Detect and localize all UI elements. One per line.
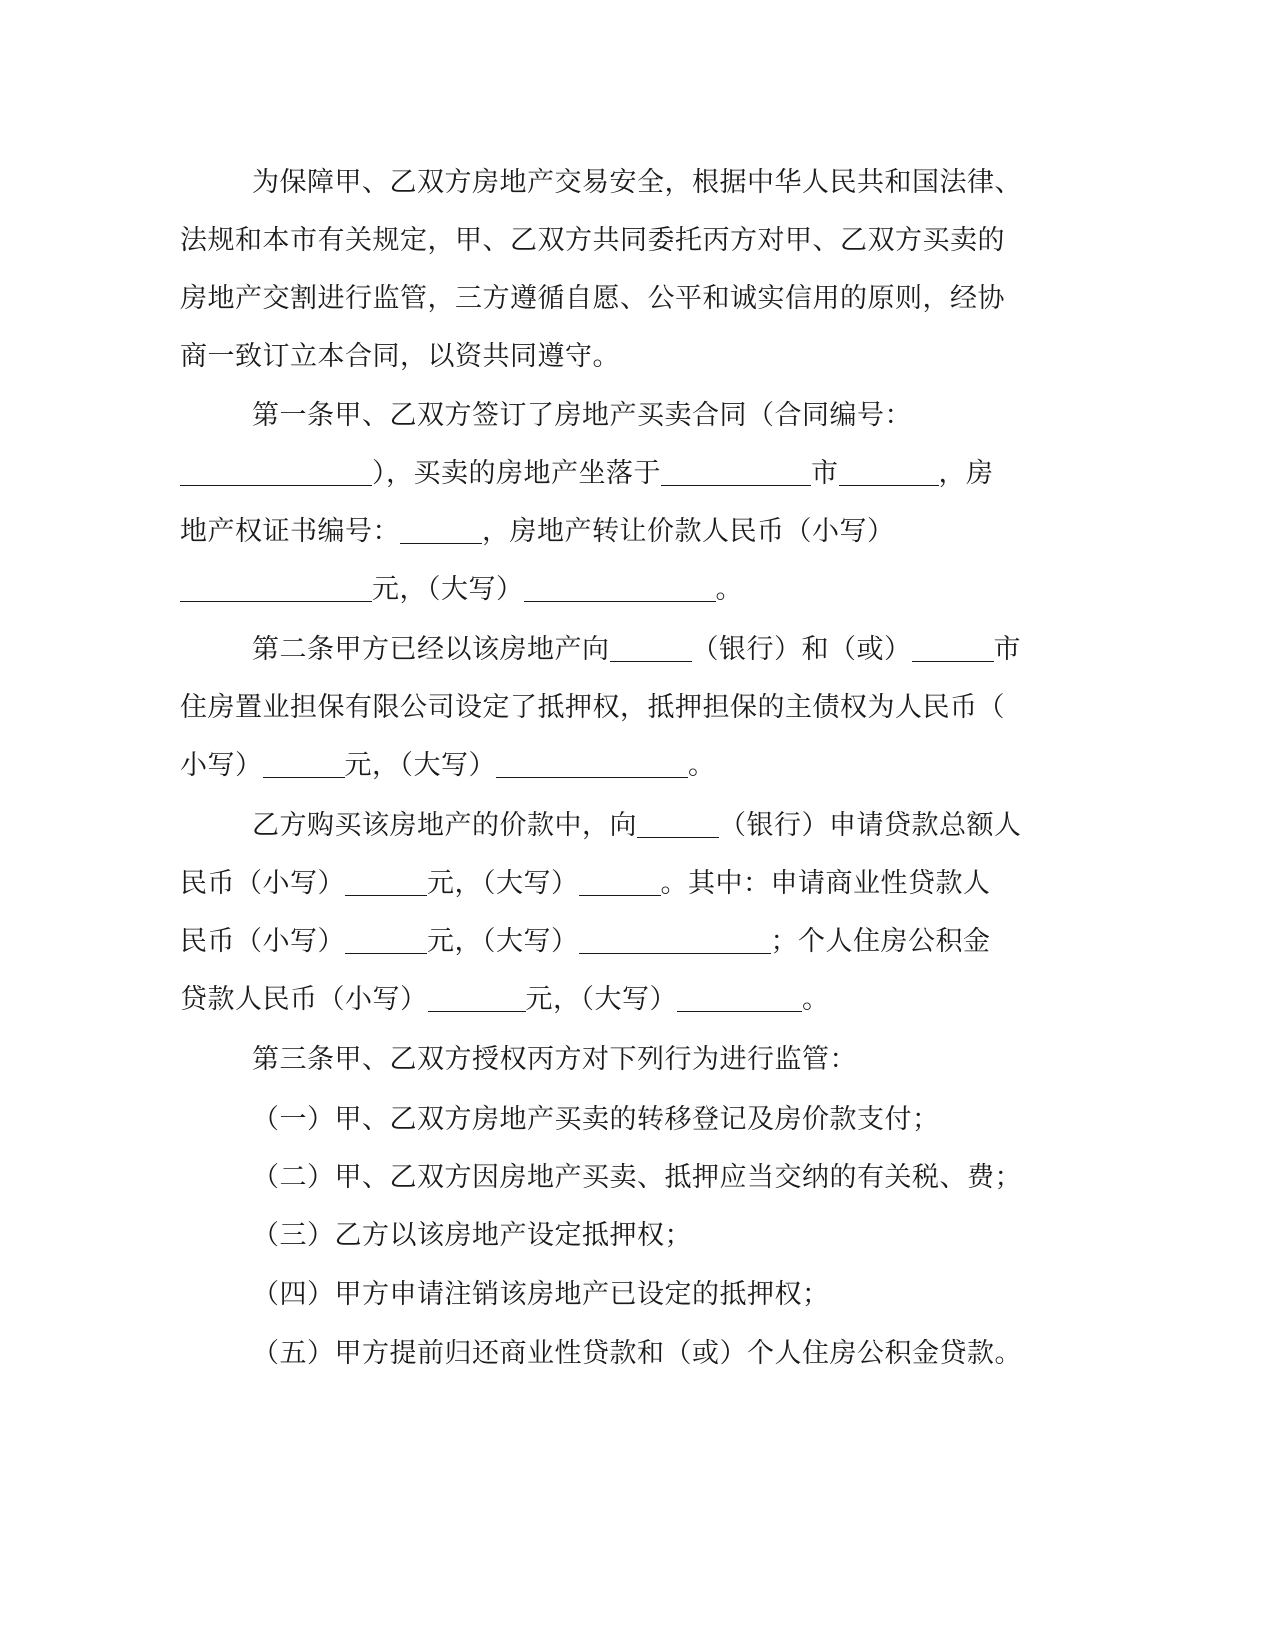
article2-l1-text-a: 第二条甲方已经以该房地产向	[252, 634, 610, 665]
loan-l4-text-c: 。	[802, 984, 830, 1015]
article2-l3-text-c: 。	[688, 750, 716, 781]
contract-number-blank[interactable]	[180, 461, 372, 486]
article3-heading: 第三条甲、乙双方授权丙方对下列行为进行监管：	[252, 1044, 857, 1075]
article1-l4-text-a: 元，（大写）	[372, 574, 524, 605]
loan-l2-text-a: 民币（小写）	[180, 868, 345, 899]
loan-line-4	[180, 982, 830, 1018]
guarantee-city-blank[interactable]	[912, 637, 994, 662]
location-blank[interactable]	[661, 461, 811, 486]
loan-l2-text-b: 元，（大写）	[427, 868, 579, 899]
article2-l1-text-b: （银行）和（或）	[691, 634, 912, 665]
loan-bank-blank[interactable]	[637, 813, 719, 838]
loan-l2-text-c: 。其中：申请商业性贷款人	[660, 868, 991, 899]
preamble-line-2: 法规和本市有关规定，甲、乙双方共同委托丙方对甲、乙双方买卖的	[180, 225, 1005, 256]
certificate-number-blank[interactable]	[400, 519, 482, 544]
article1-line-2	[180, 456, 994, 492]
commercial-loan-lowercase-blank[interactable]	[345, 929, 427, 954]
debt-uppercase-blank[interactable]	[496, 753, 688, 778]
mortgage-bank-blank[interactable]	[610, 637, 692, 662]
article1-l2-text-b: 市	[811, 458, 839, 489]
loan-l3-text-b: 元，（大写）	[427, 926, 579, 957]
price-lowercase-blank[interactable]	[180, 577, 372, 602]
total-loan-uppercase-blank[interactable]	[579, 871, 661, 896]
preamble-line-3: 房地产交割进行监管，三方遵循自愿、公平和诚实信用的原则，经协	[180, 283, 1005, 314]
loan-l4-text-b: 元，（大写）	[525, 984, 677, 1015]
preamble-line-4: 商一致订立本合同，以资共同遵守。	[180, 341, 620, 372]
article3-item-2: （二）甲、乙双方因房地产买卖、抵押应当交纳的有关税、费；	[252, 1162, 1022, 1193]
preamble-line-1: 为保障甲、乙双方房地产交易安全，根据中华人民共和国法律、	[252, 167, 1022, 198]
article1-l2-text-a: ），买卖的房地产坐落于	[372, 458, 661, 489]
loan-l1-text-b: （银行）申请贷款总额人	[719, 810, 1022, 841]
article1-line-3	[180, 514, 895, 550]
article1-line-4	[180, 572, 743, 608]
article3-item-1: （一）甲、乙双方房地产买卖的转移登记及房价款支付；	[252, 1104, 940, 1135]
article2-l1-text-c: 市	[993, 634, 1021, 665]
article3-item-5: （五）甲方提前归还商业性贷款和（或）个人住房公积金贷款。	[252, 1338, 1022, 1369]
debt-lowercase-blank[interactable]	[263, 753, 345, 778]
article3-item-3: （三）乙方以该房地产设定抵押权；	[252, 1220, 692, 1251]
article2-l3-text-b: 元，（大写）	[344, 750, 496, 781]
article1-l4-text-b: 。	[715, 574, 743, 605]
loan-l4-text-a: 贷款人民币（小写）	[180, 984, 428, 1015]
price-uppercase-blank[interactable]	[524, 577, 716, 602]
article3-item-4: （四）甲方申请注销该房地产已设定的抵押权；	[252, 1279, 830, 1310]
loan-line-2	[180, 866, 991, 902]
district-blank[interactable]	[839, 461, 939, 486]
commercial-loan-uppercase-blank[interactable]	[579, 929, 771, 954]
article1-l3-text-b: ，房地产转让价款人民币（小写）	[482, 516, 895, 547]
loan-l1-text-a: 乙方购买该房地产的价款中，向	[252, 810, 637, 841]
total-loan-lowercase-blank[interactable]	[345, 871, 427, 896]
article1-line-1: 第一条甲、乙双方签订了房地产买卖合同（合同编号：	[252, 400, 912, 431]
loan-l3-text-a: 民币（小写）	[180, 926, 345, 957]
loan-line-3	[180, 924, 991, 960]
article2-l3-text-a: 小写）	[180, 750, 263, 781]
article2-line-2: 住房置业担保有限公司设定了抵押权，抵押担保的主债权为人民币（	[180, 692, 1005, 723]
article1-l2-text-c: ，房	[938, 458, 994, 489]
article1-l3-text-a: 地产权证书编号：	[180, 516, 400, 547]
fund-loan-lowercase-blank[interactable]	[428, 987, 526, 1012]
fund-loan-uppercase-blank[interactable]	[677, 987, 802, 1012]
loan-line-1	[252, 808, 1022, 844]
article2-line-3	[180, 748, 716, 784]
article2-line-1	[252, 632, 1021, 668]
loan-l3-text-c: ；个人住房公积金	[770, 926, 991, 957]
